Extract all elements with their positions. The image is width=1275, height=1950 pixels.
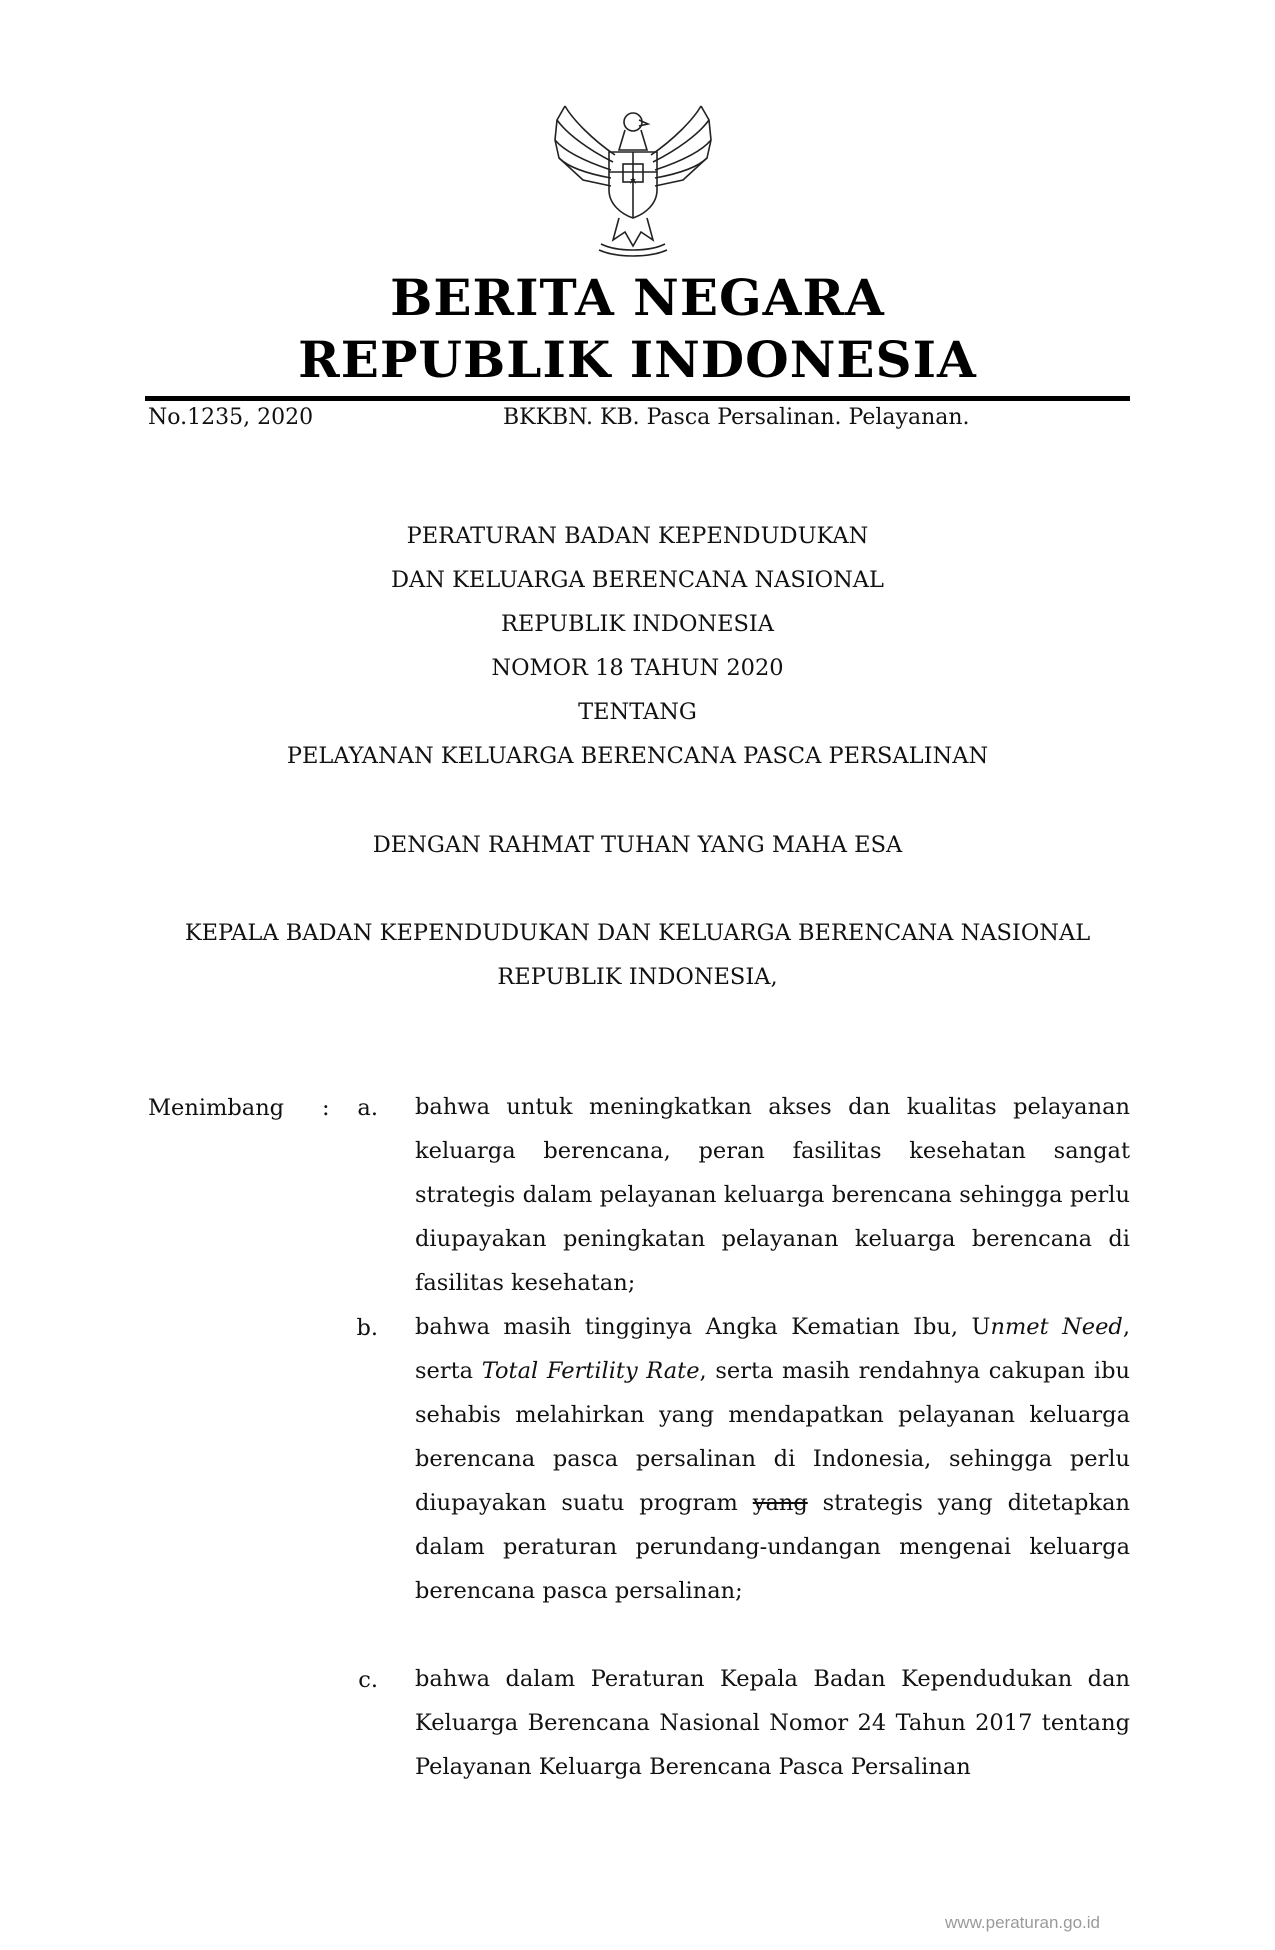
item-letter-b: b. (356, 1315, 378, 1341)
regulation-title-line: REPUBLIK INDONESIA (500, 611, 775, 637)
masthead-title-line1: BERITA NEGARA (390, 268, 885, 327)
item-b-italic-2: Total Fertility Rate (481, 1358, 700, 1384)
item-b-text-3: , serta masih rendahnya cakupan ibu sehabis melahirkan yang mendapatkan pelayanan keluarga berencana pasca persalinan di Indonesia, sehingga perlu diupayakan suatu program (415, 1358, 1130, 1516)
item-letter-c: c. (358, 1667, 378, 1693)
item-b-text-2: , serta (415, 1314, 1130, 1384)
item-letter-a: a. (357, 1095, 378, 1121)
item-text-b (415, 1305, 1130, 1613)
regulation-title-line: DAN KELUARGA BERENCANA NASIONAL (390, 567, 885, 593)
considering-label: Menimbang (148, 1095, 285, 1121)
item-b-text-1: bahwa masih tingginya Angka Kematian Ibu, U (415, 1314, 991, 1340)
item-text-a: bahwa untuk meningkatkan akses dan kualitas pelayanan keluarga berencana, peran fasilitas kesehatan sangat strategis dalam pelayanan keluarga berencana sehingga perlu diupayakan peningkatan pelayanan keluarga berencana di fasilitas kesehatan; (415, 1094, 1130, 1296)
masthead-rule (145, 396, 1130, 401)
item-b-struck-word: yang (752, 1490, 808, 1516)
issuer-line1: KEPALA BADAN KEPENDUDUKAN DAN KELUARGA BERENCANA NASIONAL (184, 920, 1091, 946)
gazette-number: No.1235, 2020 (148, 405, 314, 430)
issuer-line2: REPUBLIK INDONESIA, (497, 964, 778, 990)
item-b-text-4: strategis yang ditetapkan dalam peraturan perundang-undangan mengenai keluarga berencana pasca persalinan; (415, 1490, 1130, 1604)
masthead-title-line2: REPUBLIK INDONESIA (298, 330, 977, 389)
garuda-emblem-icon (553, 100, 713, 260)
considering-colon: : (322, 1095, 330, 1121)
footer-url[interactable]: www.peraturan.go.id (945, 1913, 1100, 1932)
regulation-subject: PELAYANAN KELUARGA BERENCANA PASCA PERSALINAN (286, 743, 989, 769)
gazette-subject: BKKBN. KB. Pasca Persalinan. Pelayanan. (503, 405, 970, 430)
regulation-title-line: PERATURAN BADAN KEPENDUDUKAN (406, 523, 869, 549)
regulation-number: NOMOR 18 TAHUN 2020 (491, 655, 784, 681)
item-b-italic-1: nmet Need (990, 1314, 1123, 1340)
item-text-c: bahwa dalam Peraturan Kepala Badan Kependudukan dan Keluarga Berencana Nasional Nomor 24 Tahun 2017 tentang Pelayanan Keluarga Berencana Pasca Persalinan (415, 1666, 1130, 1780)
invocation: DENGAN RAHMAT TUHAN YANG MAHA ESA (372, 832, 903, 858)
regulation-about: TENTANG (578, 699, 697, 725)
